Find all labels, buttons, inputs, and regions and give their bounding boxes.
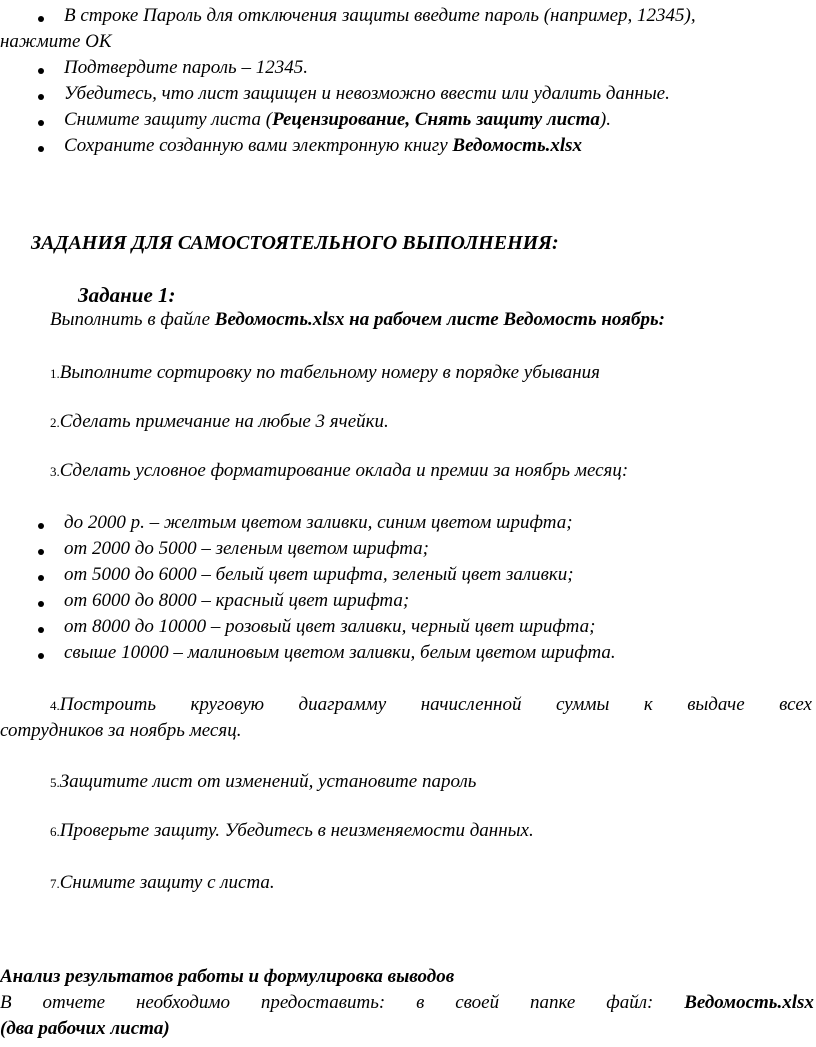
analysis-word: необходимо [135,992,230,1013]
rule-item: от 2000 до 5000 – зеленым цветом шрифта; [64,538,429,559]
analysis-word: файл: [606,992,654,1013]
section-heading: ЗАДАНИЯ ДЛЯ САМОСТОЯТЕЛЬНОГО ВЫПОЛНЕНИЯ: [31,232,559,254]
list-item-text: В строке Пароль для отключения защиты введите пароль (например, 12345), [64,5,696,26]
step-7 [50,872,275,894]
step-number: 6. [50,824,60,839]
task-intro-text: Выполнить в файле [50,309,215,330]
task-intro [50,309,665,331]
step-number: 3. [50,464,60,479]
bullet-icon [38,16,44,22]
analysis-word: В [0,992,12,1013]
analysis-heading: Анализ результатов работы и формулировка выводов [0,966,455,987]
analysis-word: в [416,992,425,1013]
rule-item: от 5000 до 6000 – белый цвет шрифта, зеленый цвет заливки; [64,564,574,585]
list-item-text: Убедитесь, что лист защищен и невозможно ввести или удалить данные. [64,83,670,104]
step-4-word: начисленной [420,694,522,715]
bullet-icon [38,627,44,633]
step-number: 5. [50,775,60,790]
rule-item: от 8000 до 10000 – розовый цвет заливки, черный цвет шрифта; [64,616,596,637]
list-item-text: Снимите защиту листа ( [64,109,273,130]
bullet-icon [38,523,44,529]
bullet-icon [38,146,44,152]
menu-path-text: Рецензирование, Снять защиту листа [272,109,600,130]
step-text: Сделать условное форматирование оклада и премии за ноябрь месяц: [59,460,629,481]
step-4-word: диаграмму [298,694,387,715]
step-number: 2. [50,415,60,430]
step-text: Проверьте защиту. Убедитесь в неизменяемости данных. [59,820,534,841]
list-item [64,135,582,157]
analysis-word: своей [455,992,500,1013]
rule-item: от 6000 до 8000 – красный цвет шрифта; [64,590,410,611]
step-4-word: круговую [190,694,265,715]
step-4-word: суммы [555,694,610,715]
list-item-text: ). [599,109,611,130]
step-4-word: к [643,694,653,715]
bullet-icon [38,68,44,74]
step-text: Снимите защиту с листа. [59,872,275,893]
step-text: Защитите лист от изменений, установите пароль [59,771,477,792]
analysis-line-1 [0,992,814,1014]
step-4-word: выдаче [687,694,745,715]
task-intro-target: Ведомость.xlsx на рабочем листе Ведомость ноябрь: [214,309,665,330]
step-5 [50,771,476,793]
analysis-line-2: (два рабочих листа) [0,1018,170,1039]
step-6 [50,820,534,842]
bullet-icon [38,653,44,659]
step-number: 4. [50,698,60,713]
list-item-text: Подтвердите пароль – 12345. [64,57,308,78]
analysis-word: отчете [42,992,106,1013]
bullet-icon [38,549,44,555]
file-name-text: Ведомость.xlsx [452,135,583,156]
bullet-icon [38,94,44,100]
bullet-icon [38,601,44,607]
step-text: Выполните сортировку по табельному номеру в порядке убывания [59,362,600,383]
analysis-file-name: Ведомость.xlsx [684,992,814,1013]
step-4-word: 4.Построить [50,694,156,715]
list-item-text: Сохраните созданную вами электронную книгу [64,135,453,156]
task-title: Задание 1: [78,283,176,307]
step-4-line-2: сотрудников за ноябрь месяц. [0,720,242,741]
list-item [64,109,611,131]
step-4-line-1 [50,694,812,716]
step-number: 7. [50,876,60,891]
bullet-icon [38,120,44,126]
step-number: 1. [50,366,60,381]
step-1 [50,362,600,384]
step-2 [50,411,389,433]
list-item-continuation: нажмите ОК [0,31,112,52]
step-4-word: всех [779,694,812,715]
step-text: Сделать примечание на любые 3 ячейки. [59,411,389,432]
analysis-word: предоставить: [260,992,386,1013]
rule-item: свыше 10000 – малиновым цветом заливки, белым цветом шрифта. [64,642,616,663]
bullet-icon [38,575,44,581]
analysis-word: папке [530,992,576,1013]
rule-item: до 2000 р. – желтым цветом заливки, синим цветом шрифта; [64,512,573,533]
step-3 [50,460,628,482]
